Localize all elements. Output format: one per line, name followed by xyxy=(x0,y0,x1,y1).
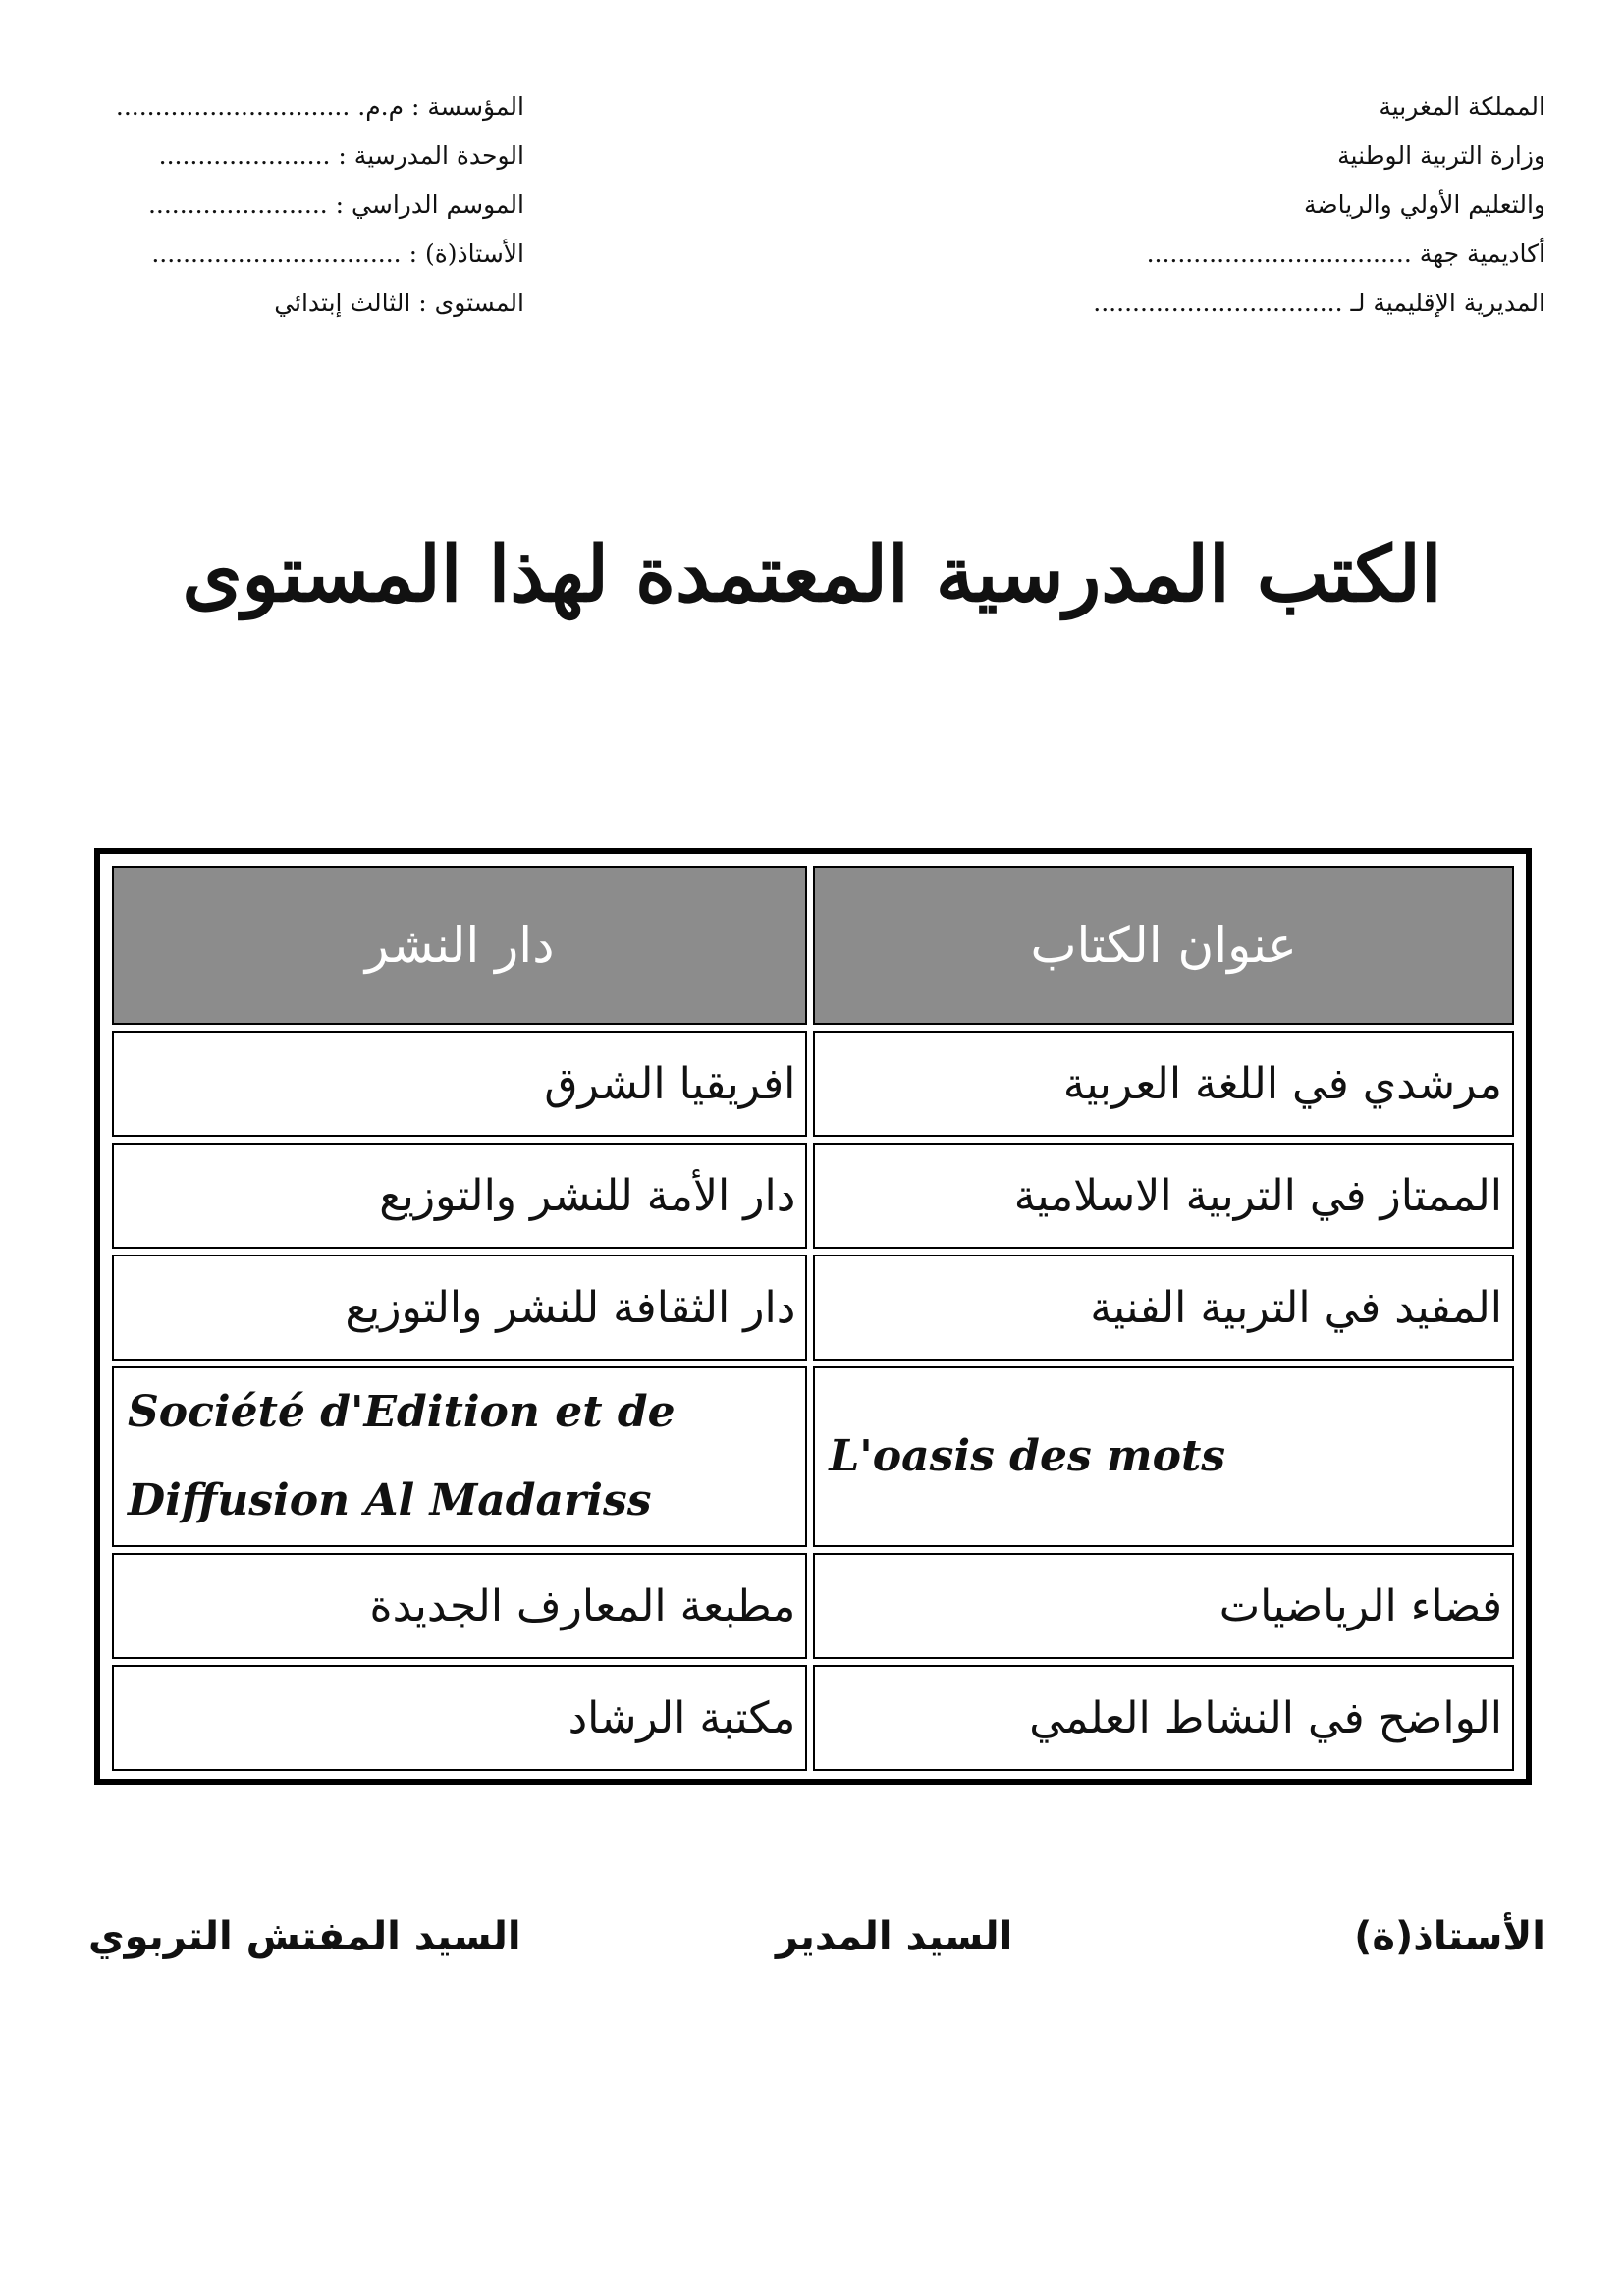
book-title-cell: فضاء الرياضيات xyxy=(813,1553,1514,1659)
header-ministry-sub: والتعليم الأولي والرياضة xyxy=(1304,190,1545,219)
publisher-cell: دار الأمة للنشر والتوزيع xyxy=(112,1143,807,1249)
table-header-row xyxy=(112,866,1514,1025)
publisher-cell: مكتبة الرشاد xyxy=(112,1665,807,1771)
book-title-cell: المفيد في التربية الفنية xyxy=(813,1255,1514,1361)
book-title-cell: مرشدي في اللغة العربية xyxy=(813,1031,1514,1137)
page-title: الكتب المدرسية المعتمدة لهذا المستوى xyxy=(182,530,1442,619)
header-book-title: عنوان الكتاب xyxy=(813,866,1514,1025)
signature-teacher: الأستاذ(ة) xyxy=(1354,1914,1545,1959)
publisher-cell: افريقيا الشرق xyxy=(112,1031,807,1137)
publisher-cell: Société d'Edition et de Diffusion Al Madariss xyxy=(112,1366,807,1547)
header-school-year: الموسم الدراسي : ....................... xyxy=(147,190,524,219)
table-row xyxy=(112,1143,1514,1249)
book-title-cell: الواضح في النشاط العلمي xyxy=(813,1665,1514,1771)
header-directorate: المديرية الإقليمية لـ ................................ xyxy=(1093,289,1545,317)
table-row xyxy=(112,1031,1514,1137)
book-title-cell: L'oasis des mots xyxy=(813,1366,1514,1547)
signature-director: السيد المدير xyxy=(776,1914,1013,1959)
table-row xyxy=(112,1366,1514,1547)
publisher-cell: دار الثقافة للنشر والتوزيع xyxy=(112,1255,807,1361)
header-institution: المؤسسة : م.م. .............................. xyxy=(115,92,524,121)
header-ministry: وزارة التربية الوطنية xyxy=(1337,141,1545,170)
header-kingdom: المملكة المغربية xyxy=(1379,92,1545,121)
header-level: المستوى : الثالث إبتدائي xyxy=(274,289,524,317)
table-row xyxy=(112,1665,1514,1771)
header-ministry-block xyxy=(858,82,1545,328)
header-school-block xyxy=(63,82,524,328)
table-row xyxy=(112,1255,1514,1361)
header-teacher: الأستاذ(ة) : ................................ xyxy=(151,240,524,268)
signature-inspector: السيد المفتش التربوي xyxy=(88,1914,521,1959)
book-title-cell: الممتاز في التربية الاسلامية xyxy=(813,1143,1514,1249)
header-academy: أكاديمية جهة .................................. xyxy=(1146,240,1545,268)
header-publisher: دار النشر xyxy=(112,866,807,1025)
publisher-cell: مطبعة المعارف الجديدة xyxy=(112,1553,807,1659)
books-table-frame xyxy=(94,848,1532,1785)
books-table xyxy=(106,860,1520,1777)
table-row xyxy=(112,1553,1514,1659)
header-school-unit: الوحدة المدرسية : ...................... xyxy=(158,141,524,170)
